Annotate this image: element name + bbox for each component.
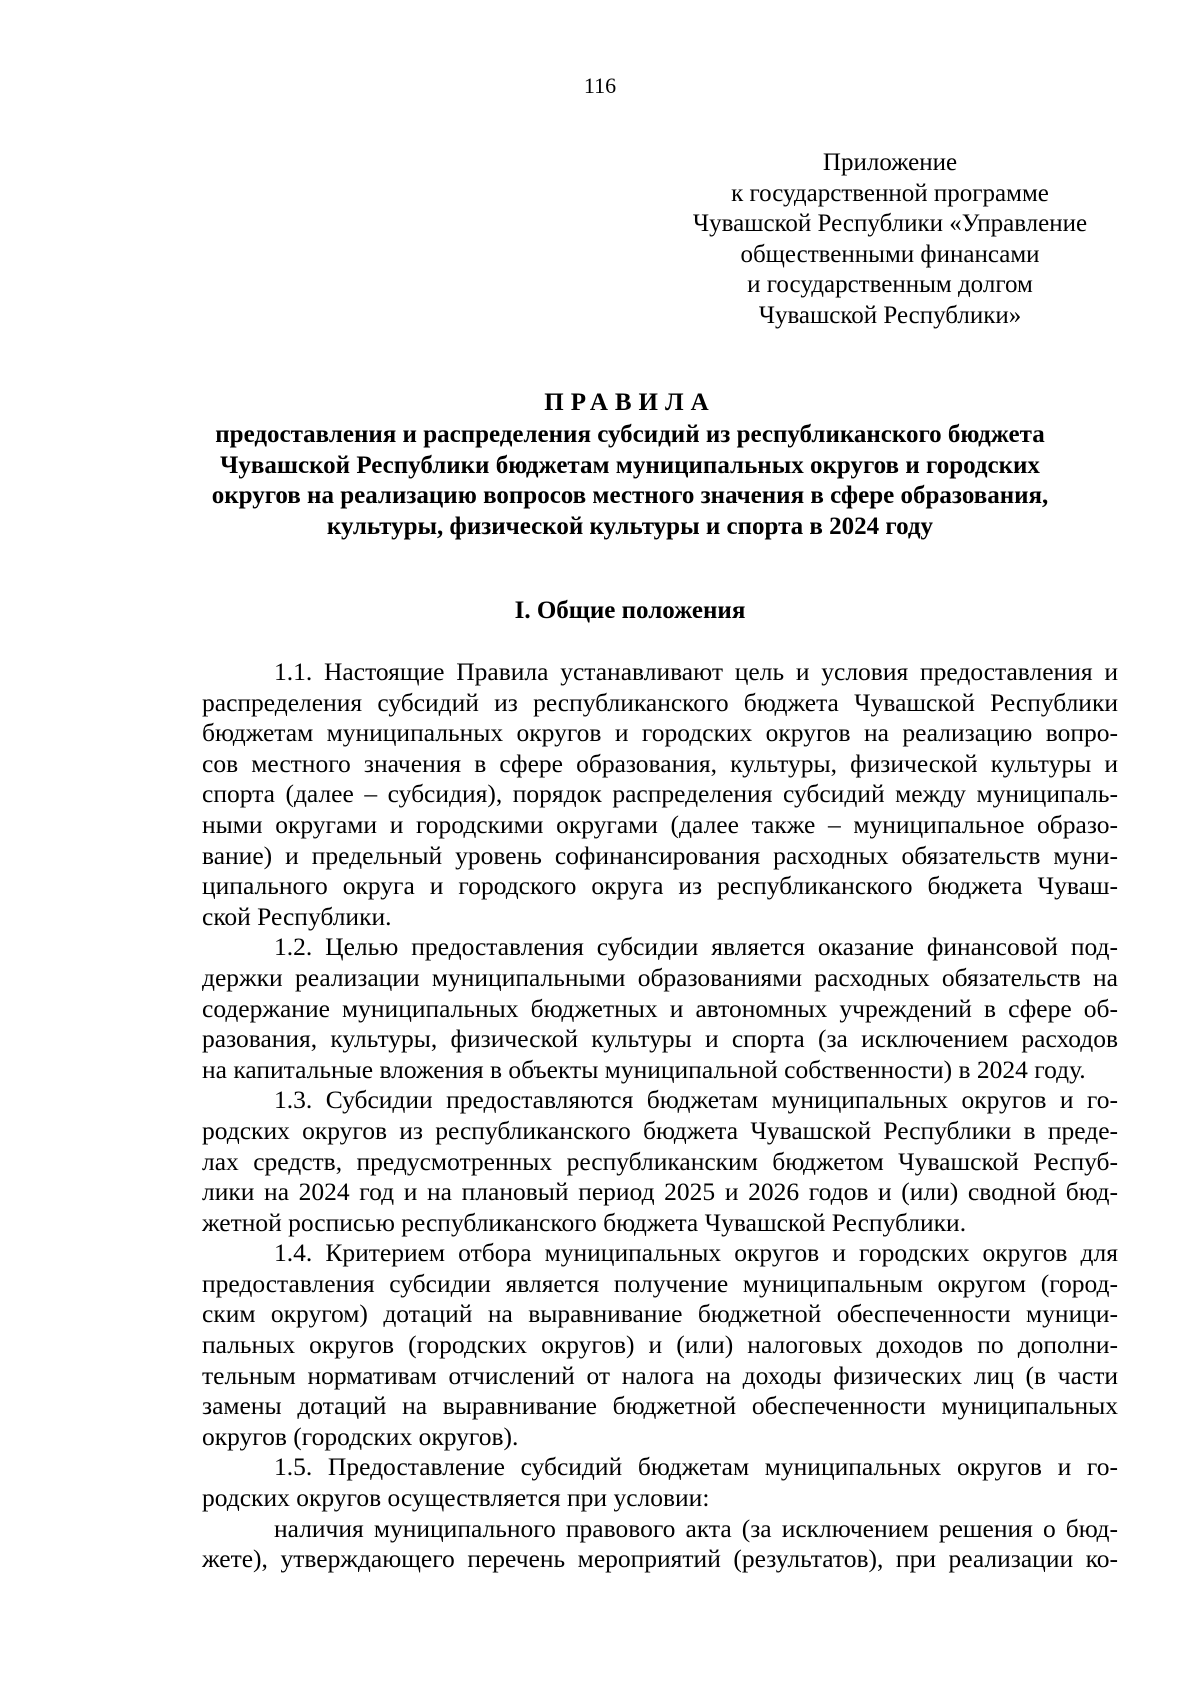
body-line: 1.4. Критерием отбора муниципальных округов и городских округов для — [274, 1238, 1118, 1268]
body-line: родских округов из республиканского бюджета Чувашской Республики в преде- — [202, 1115, 1118, 1145]
body-line: жетной росписью республиканского бюджета Чувашской Республики. — [202, 1207, 967, 1237]
body-line: лики на 2024 год и на плановый период 2025 и 2026 годов и (или) сводной бюд- — [202, 1177, 1118, 1207]
body-line: наличия муниципального правового акта (за исключением решения о бюд- — [274, 1513, 1118, 1543]
body-line: бюджетам муниципальных округов и городских округов на реализацию вопро- — [202, 718, 1118, 748]
body-line: 1.1. Настоящие Правила устанавливают цель и условия предоставления и — [274, 657, 1118, 686]
body-line: держки реализации муниципальными образованиями расходных обязательств на — [202, 962, 1118, 992]
body-text — [202, 657, 1118, 1575]
title-subtitle — [150, 420, 1110, 542]
body-line: ципального округа и городского округа из республиканского бюджета Чуваш- — [202, 871, 1118, 901]
appendix-line: общественными финансами — [740, 240, 1040, 268]
body-line: содержание муниципальных бюджетных и автономных учреждений в сфере об- — [202, 993, 1118, 1023]
title-subtitle-line: Чувашской Республики бюджетам муниципальных округов и городских — [220, 451, 1040, 479]
body-line: ским округом) дотаций на выравнивание бюджетной обеспеченности муници- — [202, 1299, 1118, 1329]
body-line: спорта (далее – субсидия), порядок распределения субсидий между муниципаль- — [202, 779, 1118, 809]
body-line: 1.2. Целью предоставления субсидии является оказание финансовой под- — [274, 932, 1118, 962]
body-line: вание) и предельный уровень софинансирования расходных обязательств муни- — [202, 840, 1118, 870]
appendix-line: Приложение — [822, 149, 958, 176]
body-line: замены дотаций на выравнивание бюджетной обеспеченности муниципальных — [202, 1391, 1118, 1421]
body-line: на капитальные вложения в объекты муниципальной собственности) в 2024 году. — [202, 1054, 1086, 1084]
body-line: 1.5. Предоставление субсидий бюджетам муниципальных округов и го- — [274, 1452, 1118, 1482]
body-line: тельным нормативам отчислений от налога на доходы физических лиц (в части — [202, 1360, 1118, 1390]
body-line: распределения субсидий из республиканского бюджета Чувашской Республики — [202, 687, 1118, 717]
body-line: предоставления субсидии является получение муниципальным округом (город- — [202, 1268, 1118, 1298]
title-subtitle-line: округов на реализацию вопросов местного значения в сфере образования, — [211, 482, 1049, 509]
body-line: родских округов осуществляется при условии: — [202, 1483, 710, 1513]
body-line: разования, культуры, физической культуры и спорта (за исключением расходов — [202, 1024, 1118, 1054]
body-line: пальных округов (городских округов) и (или) налоговых доходов по дополни- — [202, 1330, 1118, 1360]
appendix-line: Чувашской Республики «Управление — [692, 210, 1088, 238]
title-subtitle-line: предоставления и распределения субсидий из республиканского бюджета — [215, 421, 1045, 448]
section-heading: I. Общие положения — [514, 597, 746, 624]
body-line: сов местного значения в сфере образования, культуры, физической культуры и — [202, 748, 1118, 778]
document-title — [150, 388, 1110, 542]
body-line: 1.3. Субсидии предоставляются бюджетам муниципальных округов и го- — [274, 1085, 1118, 1115]
appendix-line: Чувашской Республики» — [758, 301, 1022, 329]
appendix-line: и государственным долгом — [747, 271, 1033, 299]
body-line: ными округами и городскими округами (далее также – муниципальное образо- — [202, 809, 1118, 839]
appendix-block — [662, 148, 1118, 332]
body-line: ской Республики. — [202, 901, 392, 931]
appendix-line: к государственной программе — [731, 179, 1049, 207]
title-subtitle-line: культуры, физической культуры и спорта в 2024 году — [326, 512, 934, 540]
title-main: ПРАВИЛА — [544, 389, 716, 416]
body-line: лах средств, предусмотренных республиканским бюджетом Чувашской Респуб- — [202, 1146, 1118, 1176]
page-number: 116 — [583, 73, 617, 98]
body-line: округов (городских округов). — [202, 1421, 519, 1451]
body-line: жете), утверждающего перечень мероприятий (результатов), при реализации ко- — [202, 1544, 1118, 1574]
